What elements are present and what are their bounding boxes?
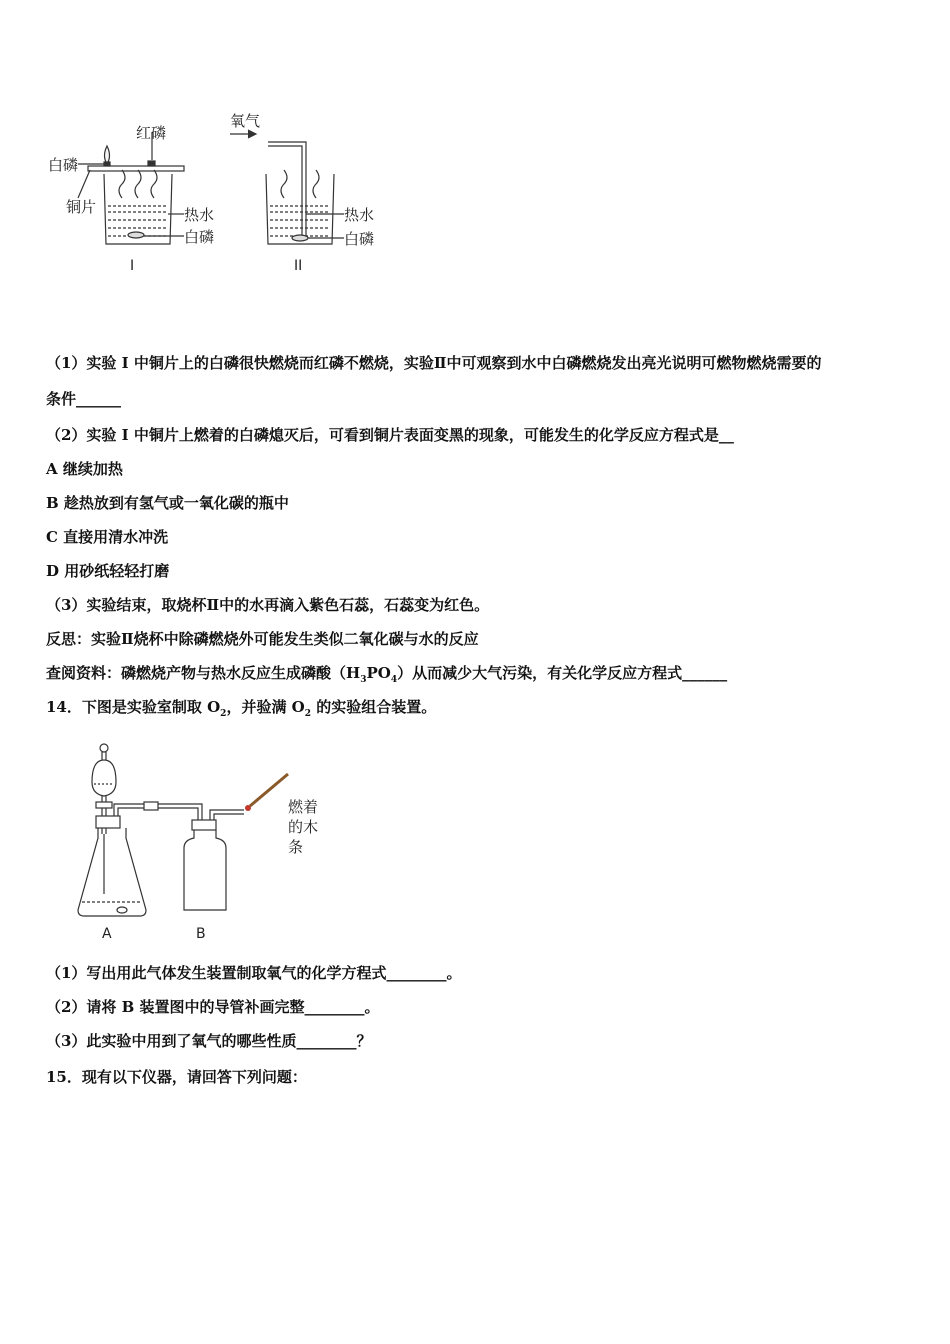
label-copper: 铜片: [66, 198, 97, 216]
q13-option-b: B 趁热放到有氢气或一氧化碳的瓶中: [46, 494, 289, 512]
caption-2: II: [294, 258, 303, 274]
flask-a: [78, 828, 146, 916]
q13-part1-line2: 条件______: [46, 390, 122, 408]
q14-sub2: （2）请将 B 装置图中的导管补画完整________。: [46, 998, 380, 1016]
bottle-b: [184, 830, 226, 910]
q13-reflection: 反思：实验Ⅱ烧杯中除磷燃烧外可能发生类似二氧化碳与水的反应: [46, 630, 479, 648]
stick-label-3: 条: [288, 838, 304, 856]
label-white-p-1: 白磷: [184, 228, 215, 246]
label-oxygen: 氧气: [230, 112, 261, 130]
flask-stopper: [96, 816, 120, 828]
bottle-stopper: [192, 820, 216, 830]
copper-plate: [88, 166, 184, 171]
beaker-2: [266, 174, 334, 244]
q14-sub1: （1）写出用此气体发生装置制取氧气的化学方程式________。: [46, 964, 462, 982]
flame: [105, 146, 110, 164]
q14-sub3: （3）此实验中用到了氧气的哪些性质________？: [46, 1032, 372, 1050]
q13-part2: （2）实验 I 中铜片上燃着的白磷熄灭后，可看到铜片表面变黑的现象，可能发生的化学反应方程式是__: [46, 426, 734, 444]
q15-title: 15．现有以下仪器，请回答下列问题：: [46, 1068, 307, 1086]
oxygen-apparatus-figure: [68, 738, 368, 950]
stick-label-2: 的木: [288, 818, 319, 836]
q14-title: 14．下图是实验室制取 $O_2$，并验满 $O_2$ 的实验组合装置。: [46, 698, 437, 719]
white-p-underwater-1: [128, 232, 144, 238]
caption-1: I: [130, 258, 135, 274]
label-hot-water-1: 热水: [184, 206, 215, 224]
q13-option-a: A 继续加热: [46, 460, 123, 478]
label-white-p-2: 白磷: [344, 230, 375, 248]
q13-part3: （3）实验结束，取烧杯Ⅱ中的水再滴入紫色石蕊，石蕊变为红色。: [46, 596, 490, 614]
funnel-valve: [96, 802, 112, 808]
red-p: [148, 161, 155, 166]
q13-option-c: C 直接用清水冲洗: [46, 528, 169, 546]
q13-lookup: 查阅资料：磷燃烧产物与热水反应生成磷酸$(H_3PO_4)$从而减少大气污染，有关化学反应方程式______: [46, 664, 728, 685]
combustion-figure: [44, 108, 404, 278]
label-hot-water-2: 热水: [344, 206, 375, 224]
steam-1: [119, 170, 125, 198]
q13-part1-line1: （1）实验 I 中铜片上的白磷很快燃烧而红磷不燃烧，实验Ⅱ中可观察到水中白磷燃烧发出亮光说明可燃物燃烧需要的: [46, 354, 822, 372]
wood-stick: [250, 774, 288, 806]
q13-option-d: D 用砂纸轻轻打磨: [46, 562, 170, 580]
separatory-funnel: [92, 760, 116, 796]
oxygen-tube: [268, 142, 306, 236]
label-red-p: 红磷: [136, 124, 167, 142]
stick-label-1: 燃着: [288, 798, 319, 816]
caption-b: B: [196, 926, 206, 942]
funnel-stopper: [100, 744, 108, 752]
caption-a: A: [102, 926, 112, 942]
outlet-tube: [210, 810, 244, 820]
white-p-underwater-2: [292, 235, 308, 241]
label-white-p-top: 白磷: [48, 156, 79, 174]
flask-solid: [117, 907, 127, 913]
